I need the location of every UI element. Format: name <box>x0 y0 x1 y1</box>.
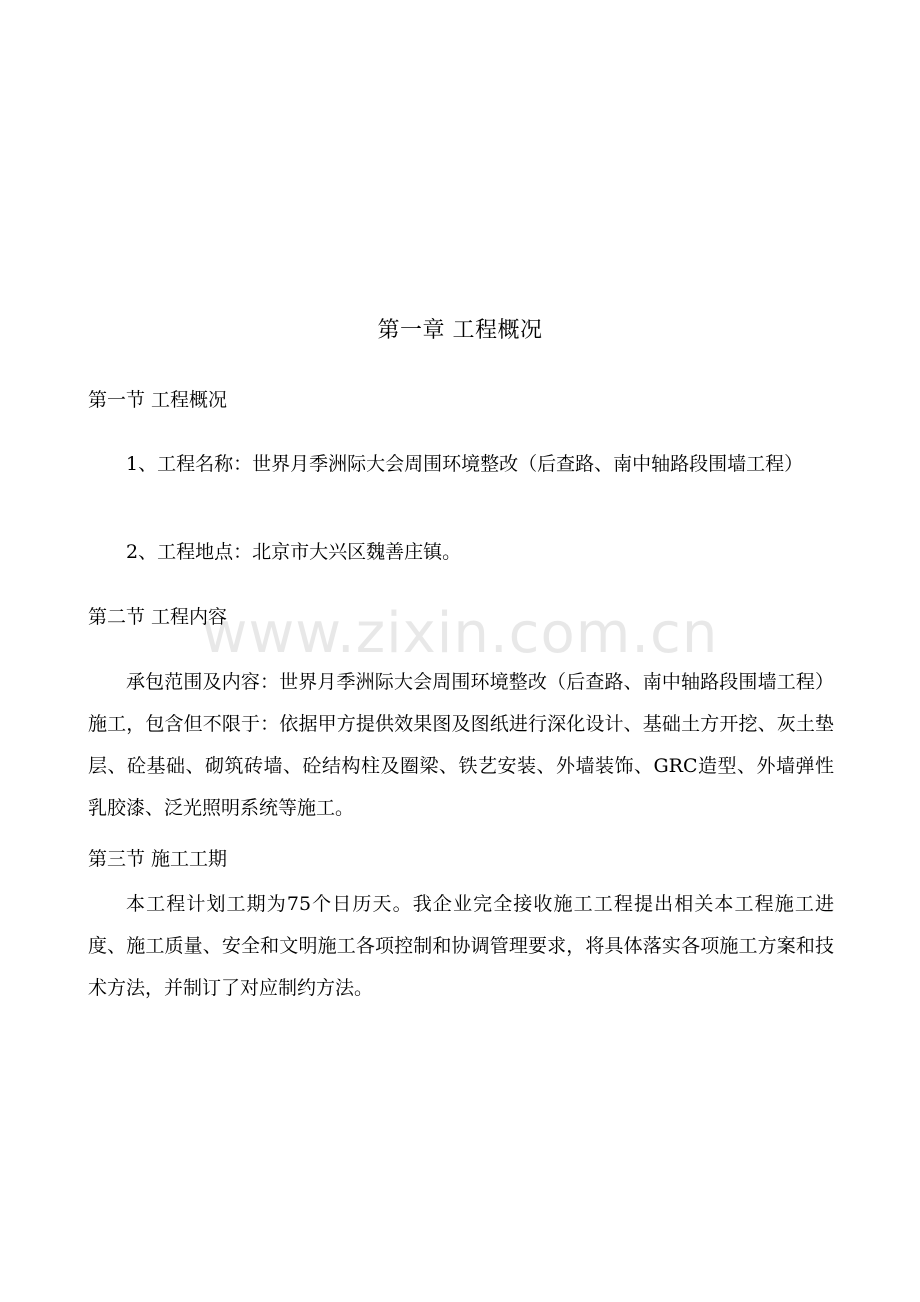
section-heading-2: 第二节 工程内容 <box>88 606 228 628</box>
project-name-paragraph: 1、工程名称：世界月季洲际大会周围环境整改（后查路、南中轴路段围墙工程） <box>126 453 804 475</box>
project-location-paragraph: 2、工程地点：北京市大兴区魏善庄镇。 <box>126 541 462 563</box>
scope-paragraph: 承包范围及内容：世界月季洲际大会周围环境整改（后查路、南中轴路段围墙工程）施工，包含但不限于：依据甲方提供效果图及图纸进行深化设计、基础土方开挖、灰土垫层、砼基础、砌筑砖墙、砼结构柱及圈梁、铁艺安装、外墙装饰、GRC造型、外墙弹性乳胶漆、泛光照明系统等施工。 <box>88 671 834 819</box>
section-heading-1: 第一节 工程概况 <box>88 389 228 411</box>
schedule-paragraph: 本工程计划工期为75个日历天。我企业完全接收施工工程提出相关本工程施工进度、施工质量、安全和文明施工各项控制和协调管理要求，将具体落实各项施工方案和技术方法，并制订了对应制约方法。 <box>88 893 834 999</box>
section-heading-3: 第三节 施工工期 <box>88 848 228 870</box>
chapter-title: 第一章 工程概况 <box>377 318 543 343</box>
watermark: www.zixin.com.cn <box>201 601 719 666</box>
